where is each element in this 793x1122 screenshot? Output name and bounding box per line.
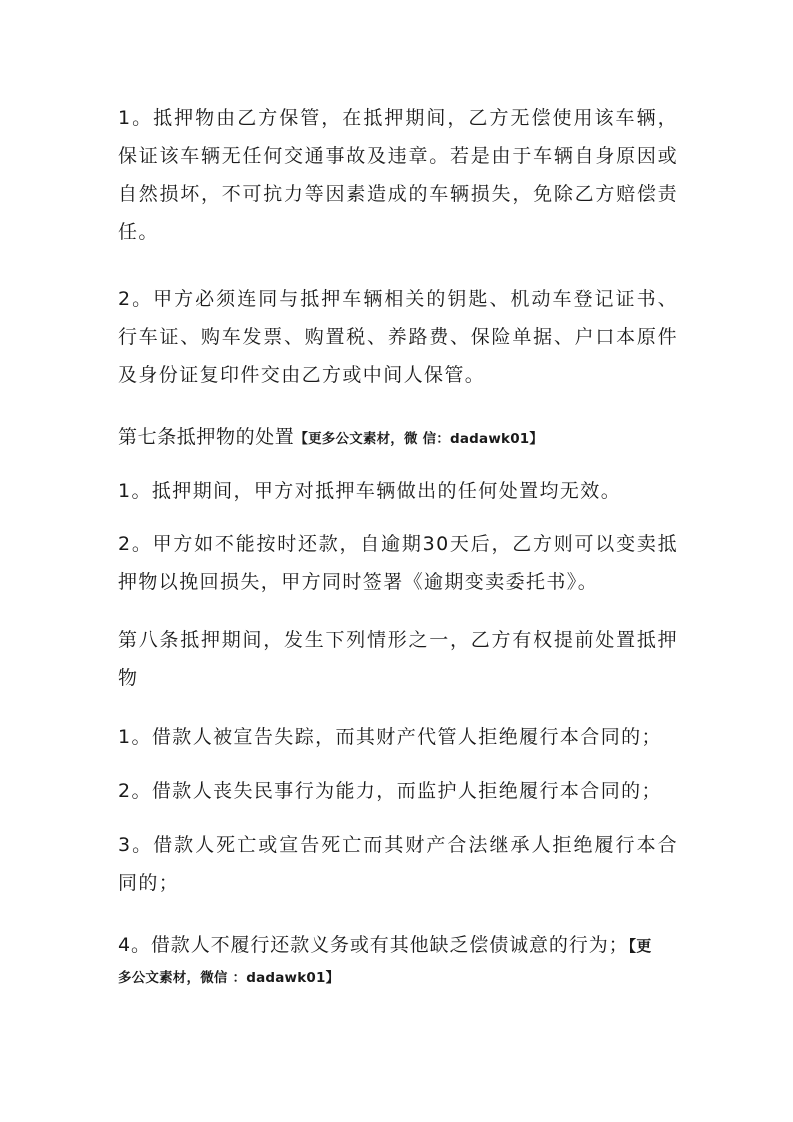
paragraph-article-7-item-2: 2。甲方如不能按时还款，自逾期30天后，乙方则可以变卖抵押物以挽回损失，甲方同时签署《逾期变卖委托书》。: [118, 533, 678, 593]
item-4-text: 4。借款人不履行还款义务或有其他缺乏偿债诚意的行为；: [118, 934, 629, 956]
section-heading-article-8: 第八条抵押期间，发生下列情形之一，乙方有权提前处置抵押物: [118, 629, 678, 689]
promo-note: 【更多公文素材，微 信：dadawk01】: [294, 431, 544, 447]
paragraph-article-8-item-3: 3。借款人死亡或宣告死亡而其财产合法继承人拒绝履行本合同的；: [118, 834, 678, 894]
paragraph-clause-1: 1。抵押物由乙方保管，在抵押期间，乙方无偿使用该车辆，保证该车辆无任何交通事故及违章。若是由于车辆自身原因或自然损坏，不可抗力等因素造成的车辆损失，免除乙方赔偿责任。: [118, 107, 678, 243]
section-heading-article-7: [118, 418, 678, 458]
article-7-title: 第七条抵押物的处置: [118, 426, 295, 448]
promo-note-start: 【更: [628, 937, 652, 955]
promo-note-continued: 多公文素材，微信 ：dadawk01】: [118, 970, 340, 986]
paragraph-article-7-item-1: 1。抵押期间，甲方对抵押车辆做出的任何处置均无效。: [118, 480, 622, 502]
paragraph-article-8-item-4: [118, 926, 678, 965]
paragraph-article-8-item-2: 2。借款人丧失民事行为能力，而监护人拒绝履行本合同的；: [118, 780, 662, 802]
paragraph-article-8-item-1: 1。借款人被宣告失踪，而其财产代管人拒绝履行本合同的；: [118, 726, 662, 748]
paragraph-clause-2: 2。甲方必须连同与抵押车辆相关的钥匙、机动车登记证书、行车证、购车发票、购置税、养路费、保险单据、户口本原件及身份证复印件交由乙方或中间人保管。: [118, 288, 678, 386]
